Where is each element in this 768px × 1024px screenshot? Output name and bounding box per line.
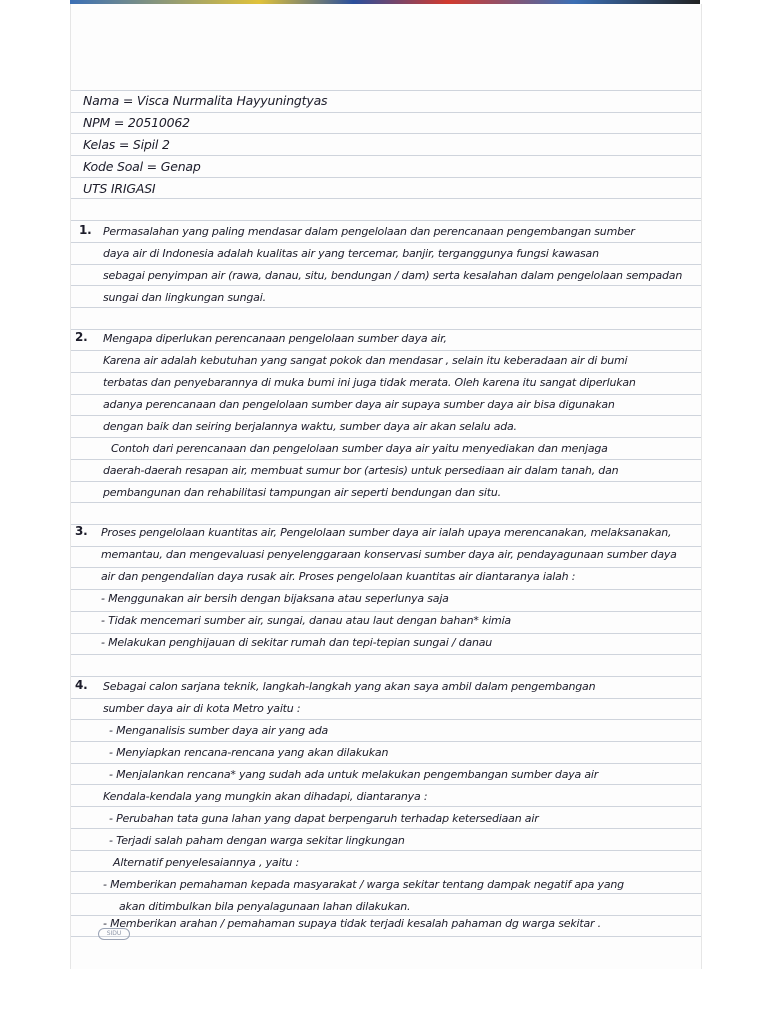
ruled-line — [71, 719, 701, 720]
ruled-line — [71, 893, 701, 894]
answer-3-line: - Tidak mencemari sumber air, sungai, danau atau laut dengan bahan* kimia — [101, 614, 511, 627]
ruled-line — [71, 133, 701, 134]
answer-2-line: dengan baik dan seiring berjalannya waktu, sumber daya air akan selalu ada. — [103, 420, 517, 433]
ruled-line — [71, 112, 701, 113]
answer-1-line: sebagai penyimpan air (rawa, danau, situ, bendungan / dam) serta kesalahan dalam pengelolaan sempadan — [103, 269, 683, 282]
answer-4-line: Kendala-kendala yang mungkin akan dihadapi, diantaranya : — [103, 790, 428, 803]
answer-3-line: memantau, dan mengevaluasi penyelenggaraan konservasi sumber daya air, pendayagunaan sumber daya — [101, 548, 677, 561]
answer-2-line: pembangunan dan rehabilitasi tampungan air seperti bendungan dan situ. — [103, 486, 501, 499]
ruled-line — [71, 524, 701, 525]
ruled-line — [71, 915, 701, 916]
ruled-line — [71, 828, 701, 829]
answer-4-line: - Menjalankan rencana* yang sudah ada untuk melakukan pengembangan sumber daya air — [109, 768, 599, 781]
ruled-line — [71, 698, 701, 699]
ruled-line — [71, 784, 701, 785]
ruled-line — [71, 415, 701, 416]
header-exam-title: UTS IRIGASI — [83, 181, 156, 196]
answer-1-number: 1. — [79, 223, 92, 237]
answer-1-line: daya air di Indonesia adalah kualitas air yang tercemar, banjir, terganggunya fungsi kawasan — [103, 247, 599, 260]
ruled-line — [71, 567, 701, 568]
answer-1-line: Permasalahan yang paling mendasar dalam pengelolaan dan perencanaan pengembangan sumber — [103, 225, 635, 238]
answer-4-line: - Terjadi salah paham dengan warga sekitar lingkungan — [109, 834, 405, 847]
ruled-line — [71, 481, 701, 482]
answer-2-line: Karena air adalah kebutuhan yang sangat pokok dan mendasar , selain itu keberadaan air di bumi — [103, 354, 628, 367]
answer-3-number: 3. — [75, 524, 88, 538]
answer-4-line: akan ditimbulkan bila penyalagunaan lahan dilakukan. — [119, 900, 411, 913]
answer-2-line: daerah-daerah resapan air, membuat sumur bor (artesis) untuk persediaan air dalam tanah, dan — [103, 464, 619, 477]
ruled-line — [71, 307, 701, 308]
answer-1-line: sungai dan lingkungan sungai. — [103, 291, 266, 304]
answer-2-line: terbatas dan penyebarannya di muka bumi ini juga tidak merata. Oleh karena itu sangat diperlukan — [103, 376, 636, 389]
answer-2-line: adanya perencanaan dan pengelolaan sumber daya air supaya sumber daya air bisa digunakan — [103, 398, 615, 411]
ruled-line — [71, 611, 701, 612]
answer-4-line: - Menganalisis sumber daya air yang ada — [109, 724, 329, 737]
ruled-line — [71, 871, 701, 872]
answer-4-line: - Memberikan pemahaman kepada masyarakat / warga sekitar tentang dampak negatif apa yang — [103, 878, 624, 891]
ruled-line — [71, 502, 701, 503]
ruled-line — [71, 329, 701, 330]
answer-3-line: - Menggunakan air bersih dengan bijaksana atau seperlunya saja — [101, 592, 449, 605]
ruled-line — [71, 372, 701, 373]
ruled-line — [71, 285, 701, 286]
ruled-line — [71, 90, 701, 91]
ruled-line — [71, 264, 701, 265]
ruled-line — [71, 350, 701, 351]
answer-3-line: Proses pengelolaan kuantitas air, Pengelolaan sumber daya air ialah upaya merencanakan, melaksanakan, — [101, 526, 672, 539]
header-npm: NPM = 20510062 — [83, 115, 190, 130]
answer-3-line: air dan pengendalian daya rusak air. Proses pengelolaan kuantitas air diantaranya ialah : — [101, 570, 576, 583]
header-nama: Nama = Visca Nurmalita Hayyuningtyas — [83, 93, 328, 108]
ruled-line — [71, 242, 701, 243]
answer-4-line: - Menyiapkan rencana-rencana yang akan dilakukan — [109, 746, 389, 759]
ruled-line — [71, 394, 701, 395]
ruled-line — [71, 850, 701, 851]
ruled-line — [71, 437, 701, 438]
answer-2-number: 2. — [75, 330, 88, 344]
ruled-line — [71, 806, 701, 807]
answer-2-line: Contoh dari perencanaan dan pengelolaan sumber daya air yaitu menyediakan dan menjaga — [111, 442, 608, 455]
ruled-line — [71, 654, 701, 655]
ruled-line — [71, 546, 701, 547]
answer-4-line: Sebagai calon sarjana teknik, langkah-langkah yang akan saya ambil dalam pengembangan — [103, 680, 596, 693]
answer-4-line: Alternatif penyelesaiannya , yaitu : — [113, 856, 300, 869]
answer-2-line: Mengapa diperlukan perencanaan pengelolaan sumber daya air, — [103, 332, 447, 345]
ruled-line — [71, 633, 701, 634]
ruled-line — [71, 936, 701, 937]
ruled-line — [71, 741, 701, 742]
header-kode-soal: Kode Soal = Genap — [83, 159, 201, 174]
ruled-line — [71, 589, 701, 590]
page-mark: SIDU — [98, 928, 130, 940]
lined-paper-page — [70, 4, 702, 969]
ruled-line — [71, 220, 701, 221]
answer-3-line: - Melakukan penghijauan di sekitar rumah dan tepi-tepian sungai / danau — [101, 636, 493, 649]
ruled-line — [71, 676, 701, 677]
ruled-line — [71, 763, 701, 764]
ruled-line — [71, 155, 701, 156]
ruled-line — [71, 177, 701, 178]
header-kelas: Kelas = Sipil 2 — [83, 137, 170, 152]
answer-4-line: - Perubahan tata guna lahan yang dapat berpengaruh terhadap ketersediaan air — [109, 812, 539, 825]
answer-4-line: sumber daya air di kota Metro yaitu : — [103, 702, 301, 715]
answer-4-number: 4. — [75, 678, 88, 692]
ruled-line — [71, 459, 701, 460]
answer-4-line: - Memberikan arahan / pemahaman supaya tidak terjadi kesalah pahaman dg warga sekitar . — [103, 917, 601, 930]
ruled-line — [71, 198, 701, 199]
